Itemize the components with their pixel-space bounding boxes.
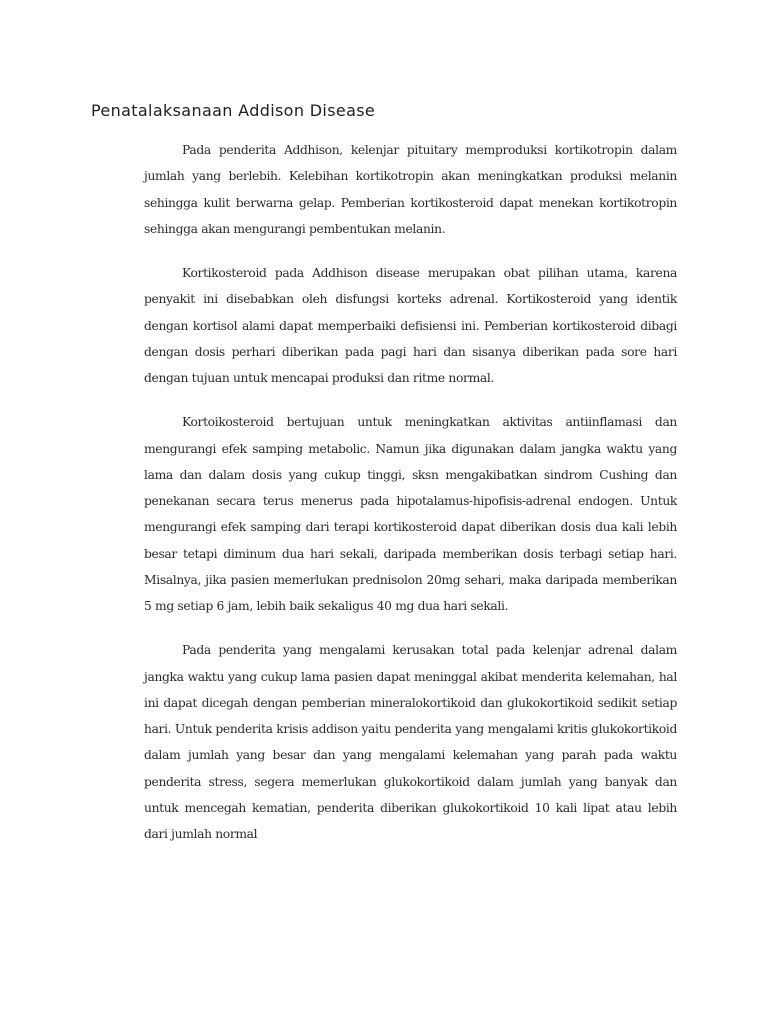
paragraph-4: Pada penderita yang mengalami kerusakan total pada kelenjar adrenal dalam jangka waktu yang cukup lama pasien dapat meninggal akibat menderita kelemahan, hal ini dapat dicegah dengan pemberian mineralokortikoid dan glukokortikoid sedikit setiap hari. Untuk penderita krisis addison yaitu penderita yang mengalami kritis glukokortikoid dalam jumlah yang besar dan yang mengalami kelemahan yang parah pada waktu penderita stress, segera memerlukan glukokortikoid dalam jumlah yang banyak dan untuk mencegah kematian, penderita diberikan glukokortikoid 10 kali lipat atau lebih dari jumlah normal	[144, 643, 677, 841]
document-body	[144, 137, 677, 865]
paragraph-3: Kortoikosteroid bertujuan untuk meningkatkan aktivitas antiinflamasi dan mengurangi efek samping metabolic. Namun jika digunakan dalam jangka waktu yang lama dan dalam dosis yang cukup tinggi, sksn mengakibatkan sindrom Cushing dan penekanan secara terus menerus pada hipotalamus-hipofisis-adrenal endogen. Untuk mengurangi efek samping dari terapi kortikosteroid dapat diberikan dosis dua kali lebih besar tetapi diminum dua hari sekali, daripada memberikan dosis terbagi setiap hari. Misalnya, jika pasien memerlukan prednisolon 20mg sehari, maka daripada memberikan 5 mg setiap 6 jam, lebih baik sekaligus 40 mg dua hari sekali.	[144, 415, 677, 613]
document-title: Penatalaksanaan Addison Disease	[91, 101, 376, 120]
paragraph-2: Kortikosteroid pada Addhison disease merupakan obat pilihan utama, karena penyakit ini disebabkan oleh disfungsi korteks adrenal. Kortikosteroid yang identik dengan kortisol alami dapat memperbaiki defisiensi ini. Pemberian kortikosteroid dibagi dengan dosis perhari diberikan pada pagi hari dan sisanya diberikan pada sore hari dengan tujuan untuk mencapai produksi dan ritme normal.	[144, 266, 677, 385]
paragraph-1: Pada penderita Addhison, kelenjar pituitary memproduksi kortikotropin dalam jumlah yang berlebih. Kelebihan kortikotropin akan meningkatkan produksi melanin sehingga kulit berwarna gelap. Pemberian kortikosteroid dapat menekan kortikotropin sehingga akan mengurangi pembentukan melanin.	[144, 143, 677, 236]
